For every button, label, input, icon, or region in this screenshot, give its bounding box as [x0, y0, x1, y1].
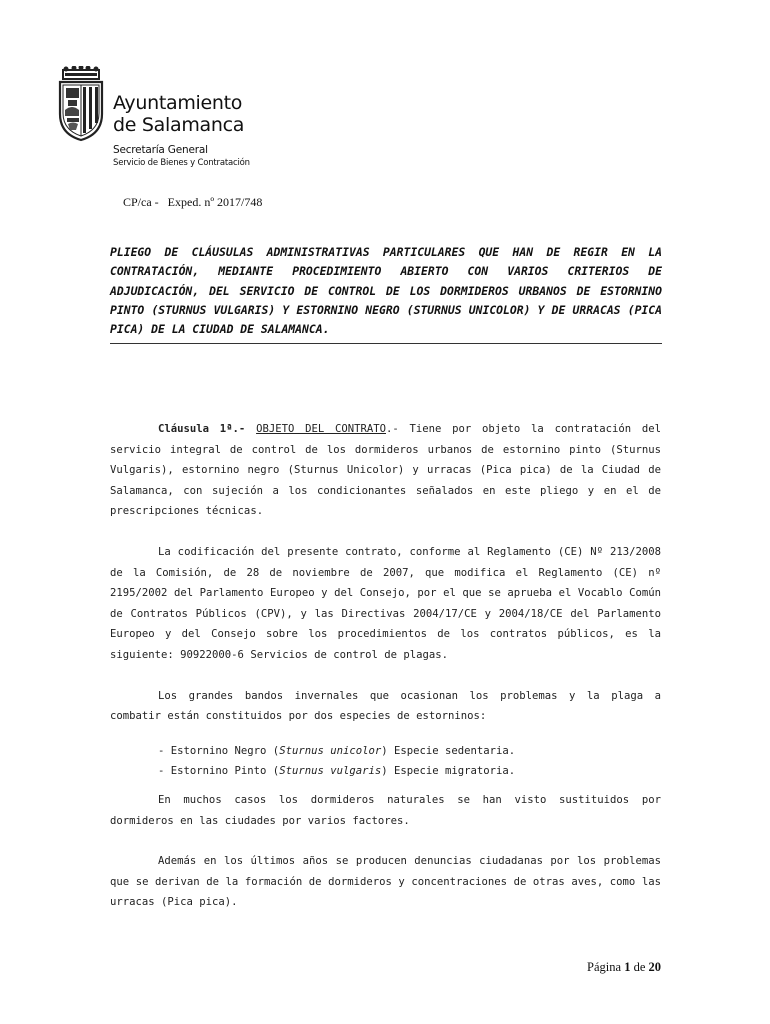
- coat-of-arms-icon: [56, 66, 106, 142]
- list-item-prefix: - Estornino Pinto (: [158, 765, 280, 778]
- list-item-prefix: - Estornino Negro (: [158, 744, 280, 757]
- list-item: [110, 741, 661, 762]
- of-word: de: [633, 960, 646, 974]
- file-reference: [123, 195, 262, 210]
- document-body: [110, 419, 661, 913]
- clause-text: .- Tiene por objeto la contratación del servicio integral de control de los dormideros urbanos de estornino pinto (Sturnus Vulgaris), estornino negro (Sturnus Unicolor) y urracas (Pica pica) de la Ciudad de Salamanca, con sujeción a los condicionantes señalados en este pliego y en el de prescripciones técnicas.: [110, 423, 661, 518]
- species-name: Sturnus vulgaris: [279, 765, 382, 778]
- department: [113, 144, 250, 170]
- complaints-paragraph: Además en los últimos años se producen denuncias ciudadanas por los problemas que se derivan de la formación de dormideros y concentraciones de otras aves, como las urracas (Pica pica).: [110, 855, 661, 909]
- page-number: [560, 960, 661, 975]
- letterhead: [56, 66, 316, 176]
- department-line-1: Secretaría General: [113, 144, 208, 156]
- reference-code: CP/ca -: [123, 195, 159, 209]
- document-title: PLIEGO DE CLÁUSULAS ADMINISTRATIVAS PARTICULARES QUE HAN DE REGIR EN LA CONTRATACIÓN, MEDIANTE PROCEDIMIENTO ABIERTO CON VARIOS CRITERIOS DE ADJUDICACIÓN, DEL SERVICIO DE CONTROL DE LOS DORMIDEROS URBANOS DE ESTORNINO PINTO (STURNUS VULGARIS) Y ESTORNINO NEGRO (STURNUS UNICOLOR) Y DE URRACAS (PICA PICA) DE LA CIUDAD DE SALAMANCA.: [110, 243, 662, 344]
- clause-label: Cláusula 1ª.-: [158, 423, 246, 435]
- list-item-suffix: ) Especie migratoria.: [381, 765, 516, 778]
- page-word: Página: [587, 960, 622, 974]
- organization-line-2: de Salamanca: [113, 114, 245, 136]
- organization-name: [113, 92, 244, 136]
- page-current: 1: [624, 960, 631, 974]
- department-line-2: Servicio de Bienes y Contratación: [113, 158, 250, 168]
- clause-title: OBJETO DEL CONTRATO: [256, 423, 386, 435]
- clause-paragraph: [110, 419, 661, 522]
- species-name: Sturnus unicolor: [279, 744, 382, 757]
- organization-line-1: Ayuntamiento: [113, 92, 243, 114]
- cpv-paragraph: La codificación del presente contrato, conforme al Reglamento (CE) Nº 213/2008 de la Comisión, de 28 de noviembre de 2007, que modifica el Reglamento (CE) nº 2195/2002 del Parlamento Europeo y del Consejo, por el que se aprueba el Vocablo Común de Contratos Públicos (CPV), y las Directivas 2004/17/CE y 2004/18/CE del Parlamento Europeo y del Consejo sobre los procedimientos de los contratos públicos, es la siguiente: 90922000-6 Servicios de control de plagas.: [110, 545, 661, 661]
- expediente-number: Exped. nº 2017/748: [167, 195, 263, 209]
- species-intro-paragraph: Los grandes bandos invernales que ocasionan los problemas y la plaga a combatir están constituidos por dos especies de estorninos:: [110, 689, 661, 723]
- roosts-paragraph: En muchos casos los dormideros naturales se han visto sustituidos por dormideros en las ciudades por varios factores.: [110, 793, 661, 827]
- list-item-suffix: ) Especie sedentaria.: [381, 744, 516, 757]
- list-item: [110, 761, 661, 782]
- page-total: 20: [648, 960, 661, 974]
